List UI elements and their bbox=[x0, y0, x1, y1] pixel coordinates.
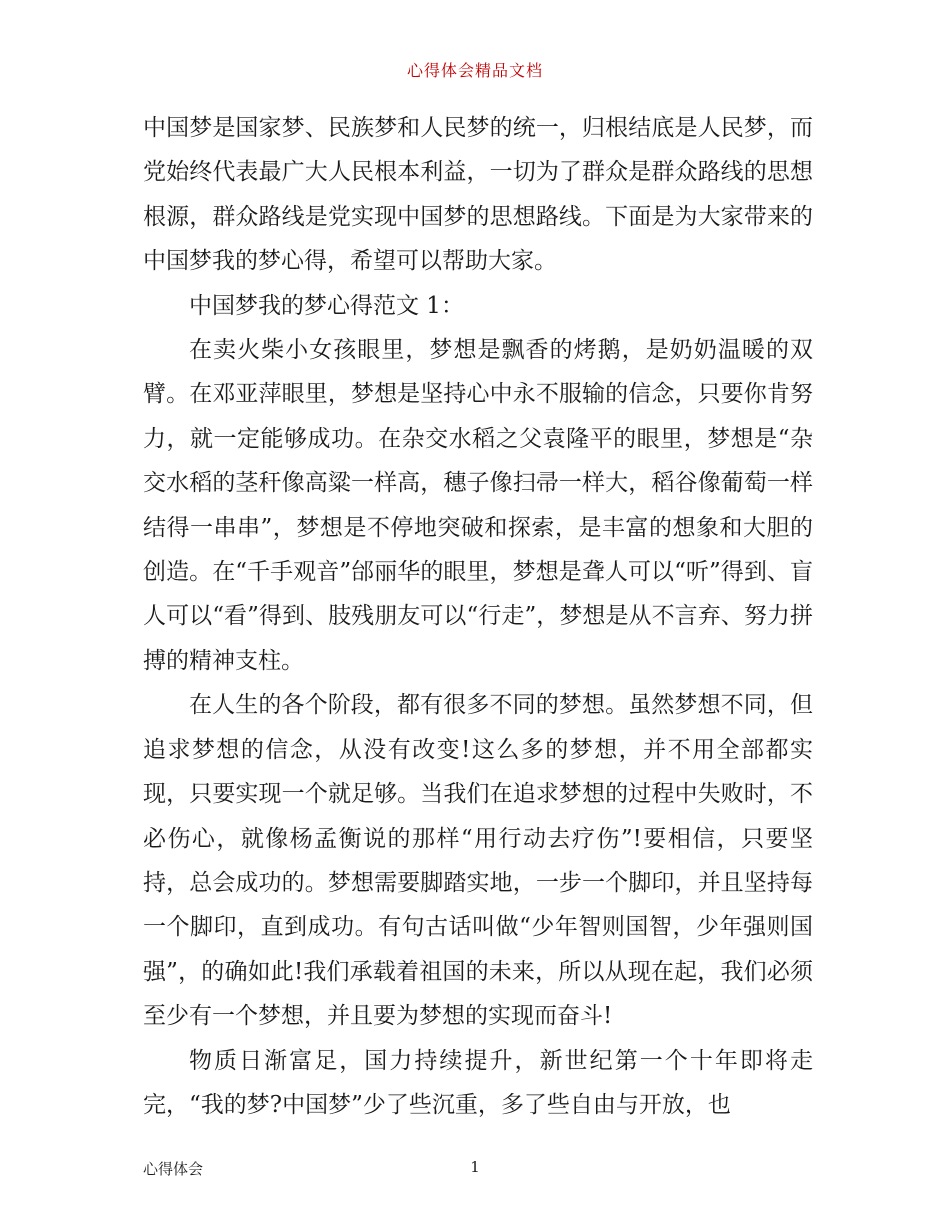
paragraph-life-stages: 在人生的各个阶段，都有很多不同的梦想。虽然梦想不同，但追求梦想的信念，从没有改变!这么多的梦想，并不用全部都实现，只要实现一个就足够。当我们在追求梦想的过程中失败时，不必伤心，就像杨孟衡说的那样“用行动去疗伤”!要相信，只要坚持，总会成功的。梦想需要脚踏实地，一步一个脚印，并且坚持每一个脚印，直到成功。有句古话叫做“少年智则国智，少年强则国强”，的确如此!我们承载着祖国的未来，所以从现在起，我们必须至少有一个梦想，并且要为梦想的实现而奋斗! bbox=[143, 692, 813, 1030]
paragraph-intro: 中国梦是国家梦、民族梦和人民梦的统一，归根结底是人民梦，而党始终代表最广大人民根本利益，一切为了群众是群众路线的思想根源，群众路线是党实现中国梦的思想路线。下面是为大家带来的中国梦我的梦心得，希望可以帮助大家。 bbox=[143, 115, 813, 275]
page-number: 1 bbox=[470, 1158, 480, 1176]
paragraph-new-century: 物质日渐富足，国力持续提升，新世纪第一个十年即将走完，“我的梦?中国梦”少了些沉重，多了些自由与开放，也 bbox=[143, 1047, 813, 1118]
paragraph-section-heading: 中国梦我的梦心得范文 1： bbox=[189, 292, 464, 319]
paragraph-dream-examples: 在卖火柴小女孩眼里，梦想是飘香的烤鹅，是奶奶温暖的双臂。在邓亚萍眼里，梦想是坚持心中永不服输的信念，只要你肯努力，就一定能够成功。在杂交水稻之父袁隆平的眼里，梦想是“杂交水稻的茎秆像高粱一样高，穗子像扫帚一样大，稻谷像葡萄一样结得一串串”，梦想是不停地突破和探索，是丰富的想象和大胆的创造。在“千手观音”邰丽华的眼里，梦想是聋人可以“听”得到、盲人可以“看”得到、肢残朋友可以“行走”，梦想是从不言弃、努力拼搏的精神支柱。 bbox=[143, 337, 813, 674]
document-body bbox=[143, 106, 813, 1127]
footer-label: 心得体会 bbox=[143, 1160, 204, 1178]
header-title: 心得体会精品文档 bbox=[406, 61, 543, 80]
